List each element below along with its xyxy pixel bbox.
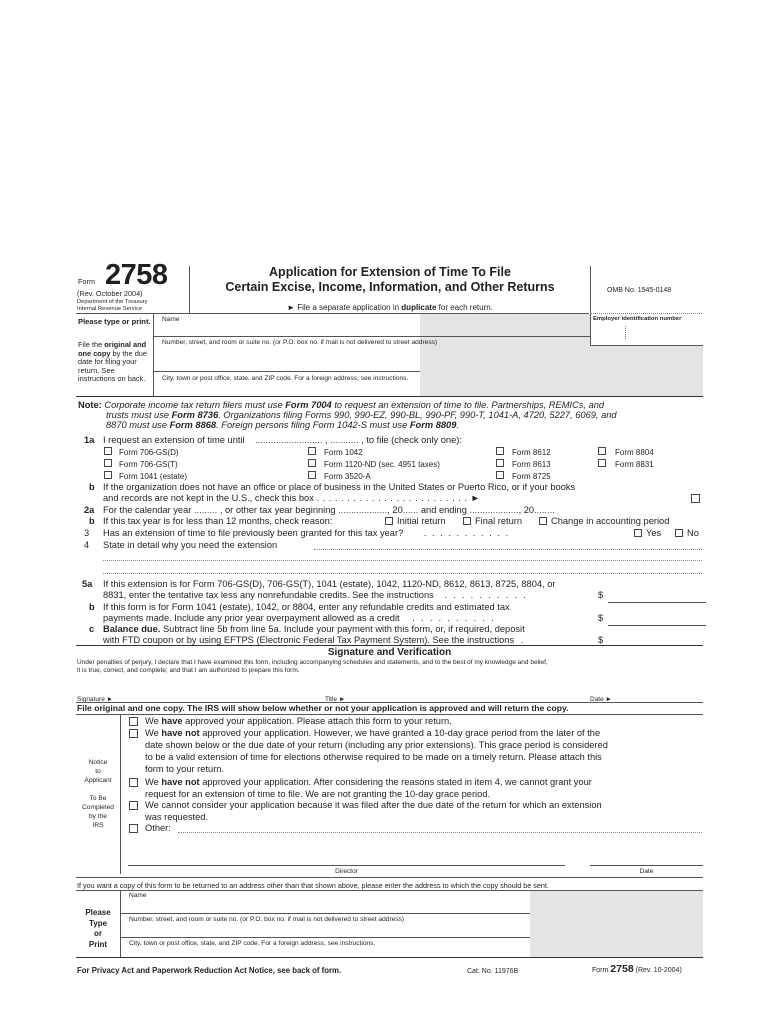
option-label: Form 8725 [512,472,551,481]
checkbox-form-1042[interactable] [308,447,316,455]
signature-input[interactable] [130,684,324,697]
option-label: Form 1120-ND (sec. 4951 taxes) [324,460,440,469]
rule [76,957,703,958]
privacy-notice: For Privacy Act and Paperwork Reduction Act Notice, see back of form. [77,966,342,975]
option-label: Form 3520-A [324,472,371,481]
line-number: b [89,602,95,612]
name-label: Name [162,316,180,323]
department: Department of the Treasury [77,299,148,305]
return-name-label: Name [129,892,147,899]
ein-input[interactable] [595,327,704,344]
checkbox-form-8612[interactable] [496,447,504,455]
checkbox-approved[interactable] [129,717,138,726]
please-type-or-print-side: Please Type or Print [85,908,111,949]
declaration-line-1: Under penalties of perjury, I declare that I have examined this form, including accompanying schedules and statements, and to the best of my knowledge and belief, [77,659,548,666]
checkbox-form-8613[interactable] [496,459,504,467]
extension-reason-input[interactable] [314,538,706,578]
date-input[interactable] [620,684,704,697]
checkbox-form-8831[interactable] [598,459,606,467]
checkbox-form-1041-estate[interactable] [104,471,112,479]
rule [120,913,530,914]
option-label: Initial return [397,516,446,526]
note-line-2: trusts must use Form 8736. Organizations filing Forms 990, 990-EZ, 990-BL, 990-PF, 990-T, 1041-A, 4720, 5227, 6069, and [106,410,617,420]
line-number: 1a [84,435,95,445]
director-label: Director [335,868,358,875]
notice-option-grace-4: form to your return. [145,764,225,774]
option-label: Form 8804 [615,448,654,457]
service: Internal Revenue Service [77,306,143,312]
line-2b-text: If this tax year is for less than 12 months, check reason: [103,516,333,526]
please-type-or-print: Please type or print. [78,317,151,326]
option-label: No [687,528,699,538]
checkbox-other[interactable] [129,824,138,833]
notice-option-grace: We have not approved your application. However, we have granted a 10-day grace period from the later of the [145,728,601,738]
title-label: Title ► [325,696,346,703]
rule [153,371,420,372]
rule [128,865,565,866]
city-label: City, town or post office, state, and ZIP code. For a foreign address, see instructions. [162,375,409,382]
checkbox-denied[interactable] [129,778,138,787]
option-label: Form 8831 [615,460,654,469]
checkbox-form-706-gsd[interactable] [104,447,112,455]
ein-label: Employer identification number [593,316,682,322]
checkbox-no[interactable] [675,529,683,537]
form-number: 2758 [105,259,168,291]
irs-banner: File original and one copy. The IRS will show below whether or not your application is approved and will return the copy. [77,703,569,713]
option-label: Form 8613 [512,460,551,469]
refundable-credits-input[interactable] [608,612,706,626]
rule [590,865,703,866]
divider [120,714,121,874]
write-line [103,573,702,574]
form-title: Application for Extension of Time To File [269,265,511,279]
form-label: Form [78,277,96,286]
line-1a-text: I request an extension of time until .......................... , ........... , to file (check only one): [103,435,462,445]
line-1b-text-2: and records are not kept in the U.S., check this box . . . . . . . . . . . . . . . . . . . . . . . . . ► [103,493,481,503]
date-label: Date ► [590,696,612,703]
checkbox-yes[interactable] [634,529,642,537]
filing-note: File the original and one copy by the due date for filing your return. See instructions on back. [78,340,148,384]
return-street-label: Number, street, and room or suite no. (or P.O. box no. if mail is not delivered to street address) [129,916,405,923]
line-number: 3 [84,528,90,538]
line-number: 5a [82,579,93,589]
option-label: Form 706-GS(D) [119,448,179,457]
notice-option-grace-2: date shown below or the due date of your return (including any prior extensions). This grace period is considered [145,740,608,750]
line-number: b [89,516,95,526]
rule [153,336,590,337]
option-label: Form 1041 (estate) [119,472,188,481]
checkbox-foreign-office[interactable] [691,494,700,503]
line-4-text: State in detail why you need the extension [103,540,278,550]
notice-option-other: Other: [145,823,171,833]
director-date-label: Date [639,868,654,875]
line-1b-text: If the organization does not have an office or place of business in the United States or Puerto Rico, or if your books [103,482,576,492]
rule [76,645,703,646]
rule [76,714,703,715]
footer-form-id: Form 2758 (Rev. 10-2004) [592,963,682,975]
line-5a-text-2: 8831, enter the tentative tax less any nonrefundable credits. See the instructions . . . . . . . . . . [103,590,528,600]
shaded-area [530,891,703,957]
option-label: Final return [475,516,523,526]
rule [76,396,703,397]
tentative-tax-input[interactable] [608,589,706,603]
option-label: Yes [646,528,662,538]
note-line-3: 8870 must use Form 8868. Foreign persons filing Form 1042-S must use Form 8809. [106,420,459,430]
line-number: 4 [84,540,90,550]
notice-option-denied: We have not approved your application. After considering the reasons stated in item 4, we cannot grant your [145,777,592,787]
notice-option-late-2: was requested. [145,812,209,822]
checkbox-grace-period[interactable] [129,729,138,738]
return-street-input[interactable] [128,924,530,938]
line-number: c [89,624,95,634]
checkbox-form-8804[interactable] [598,447,606,455]
return-address-instruction: If you want a copy of this form to be returned to an address other than that shown above, please enter the address to which the copy should be sent. [77,881,549,890]
revision-date: (Rev. October 2004) [77,289,143,298]
checkbox-form-1120-nd[interactable] [308,459,316,467]
checkbox-final-return[interactable] [463,517,471,525]
line-3-text: Has an extension of time to file previously been granted for this tax year? . . . . . . . . . . . [103,528,510,538]
note-line-1: Note: Corporate income tax return filers must use Form 7004 to request an extension of time to file. Partnerships, REMICs, and [78,400,605,410]
write-line [103,560,702,561]
option-label: Form 1042 [324,448,363,457]
catalog-number: Cat. No. 11976B [467,968,519,975]
line-5c-text: Balance due. Subtract line 5b from line 5a. Include your payment with this form, or, if required, deposit [103,624,525,634]
divider [120,890,121,957]
dollar-sign: $ [598,635,604,645]
line-5a-text: If this extension is for Form 706-GS(D), 706-GS(T), 1041 (estate), 1042, 1120-ND, 8612, 8613, 8725, 8804, or [103,579,556,589]
line-5c-text-2: with FTD coupon or by using EFTPS (Electronic Federal Tax Payment System). See the instructions . [103,635,524,645]
option-label: Change in accounting period [551,516,670,526]
notice-side-label: Notice to Applicant To Be Completed by the IRS [82,759,114,829]
dollar-sign: $ [598,613,604,623]
divider [153,314,154,396]
checkbox-change-accounting-period[interactable] [539,517,547,525]
rule [76,877,703,878]
return-city-label: City, town or post office, state, and ZIP code. For a foreign address, see instructions. [129,940,376,947]
dollar-sign: $ [598,590,604,600]
street-label: Number, street, and room or suite no. (or P.O. box no. if mail is not delivered to street address) [162,339,438,346]
line-number: b [89,482,95,492]
line-5b-text-2: payments made. Include any prior year overpayment allowed as a credit . . . . . . . . . . [103,613,496,623]
notice-option-approved: We have approved your application. Please attach this form to your return. [145,716,452,726]
checkbox-form-706-gst[interactable] [104,459,112,467]
line-2a-text: For the calendar year ......... , or other tax year beginning ..................., 20...... and ending ..................., 20........ [103,505,555,515]
street-input[interactable] [160,350,419,364]
option-label: Form 8612 [512,448,551,457]
arrow-right-icon: ► [287,303,295,312]
checkbox-form-3520-a[interactable] [308,471,316,479]
omb-number: OMB No. 1545-0148 [607,287,672,294]
signature-heading: Signature and Verification [327,647,452,658]
other-reason-input[interactable] [180,821,704,834]
return-name-input[interactable] [128,900,530,914]
form-subtitle: Certain Excise, Income, Information, and Other Returns [225,280,555,294]
declaration-line-2: it is true, correct, and complete; and that I am authorized to prepare this form. [77,667,300,674]
checkbox-form-8725[interactable] [496,471,504,479]
title-input[interactable] [345,684,589,697]
line-number: 2a [84,505,95,515]
checkbox-initial-return[interactable] [385,517,393,525]
notice-option-late: We cannot consider your application because it was filed after the due date of the return for which an extension [145,800,602,810]
checkbox-late-filing[interactable] [129,801,138,810]
filing-instruction: ► File a separate application in duplicate for each return. [287,303,493,312]
notice-option-denied-2: request for an extension of time to file. We are not granting the 10-day grace period. [145,789,491,799]
option-label: Form 706-GS(T) [119,460,178,469]
rule [120,937,530,938]
notice-option-grace-3: to be a valid extension of time for elections otherwise required to be made on a timely return. Please attach this [145,752,602,762]
line-5b-text: If this form is for Form 1041 (estate), 1042, or 8804, enter any refundable credits and estimated tax [103,602,510,612]
signature-label: Signature ► [77,696,114,703]
